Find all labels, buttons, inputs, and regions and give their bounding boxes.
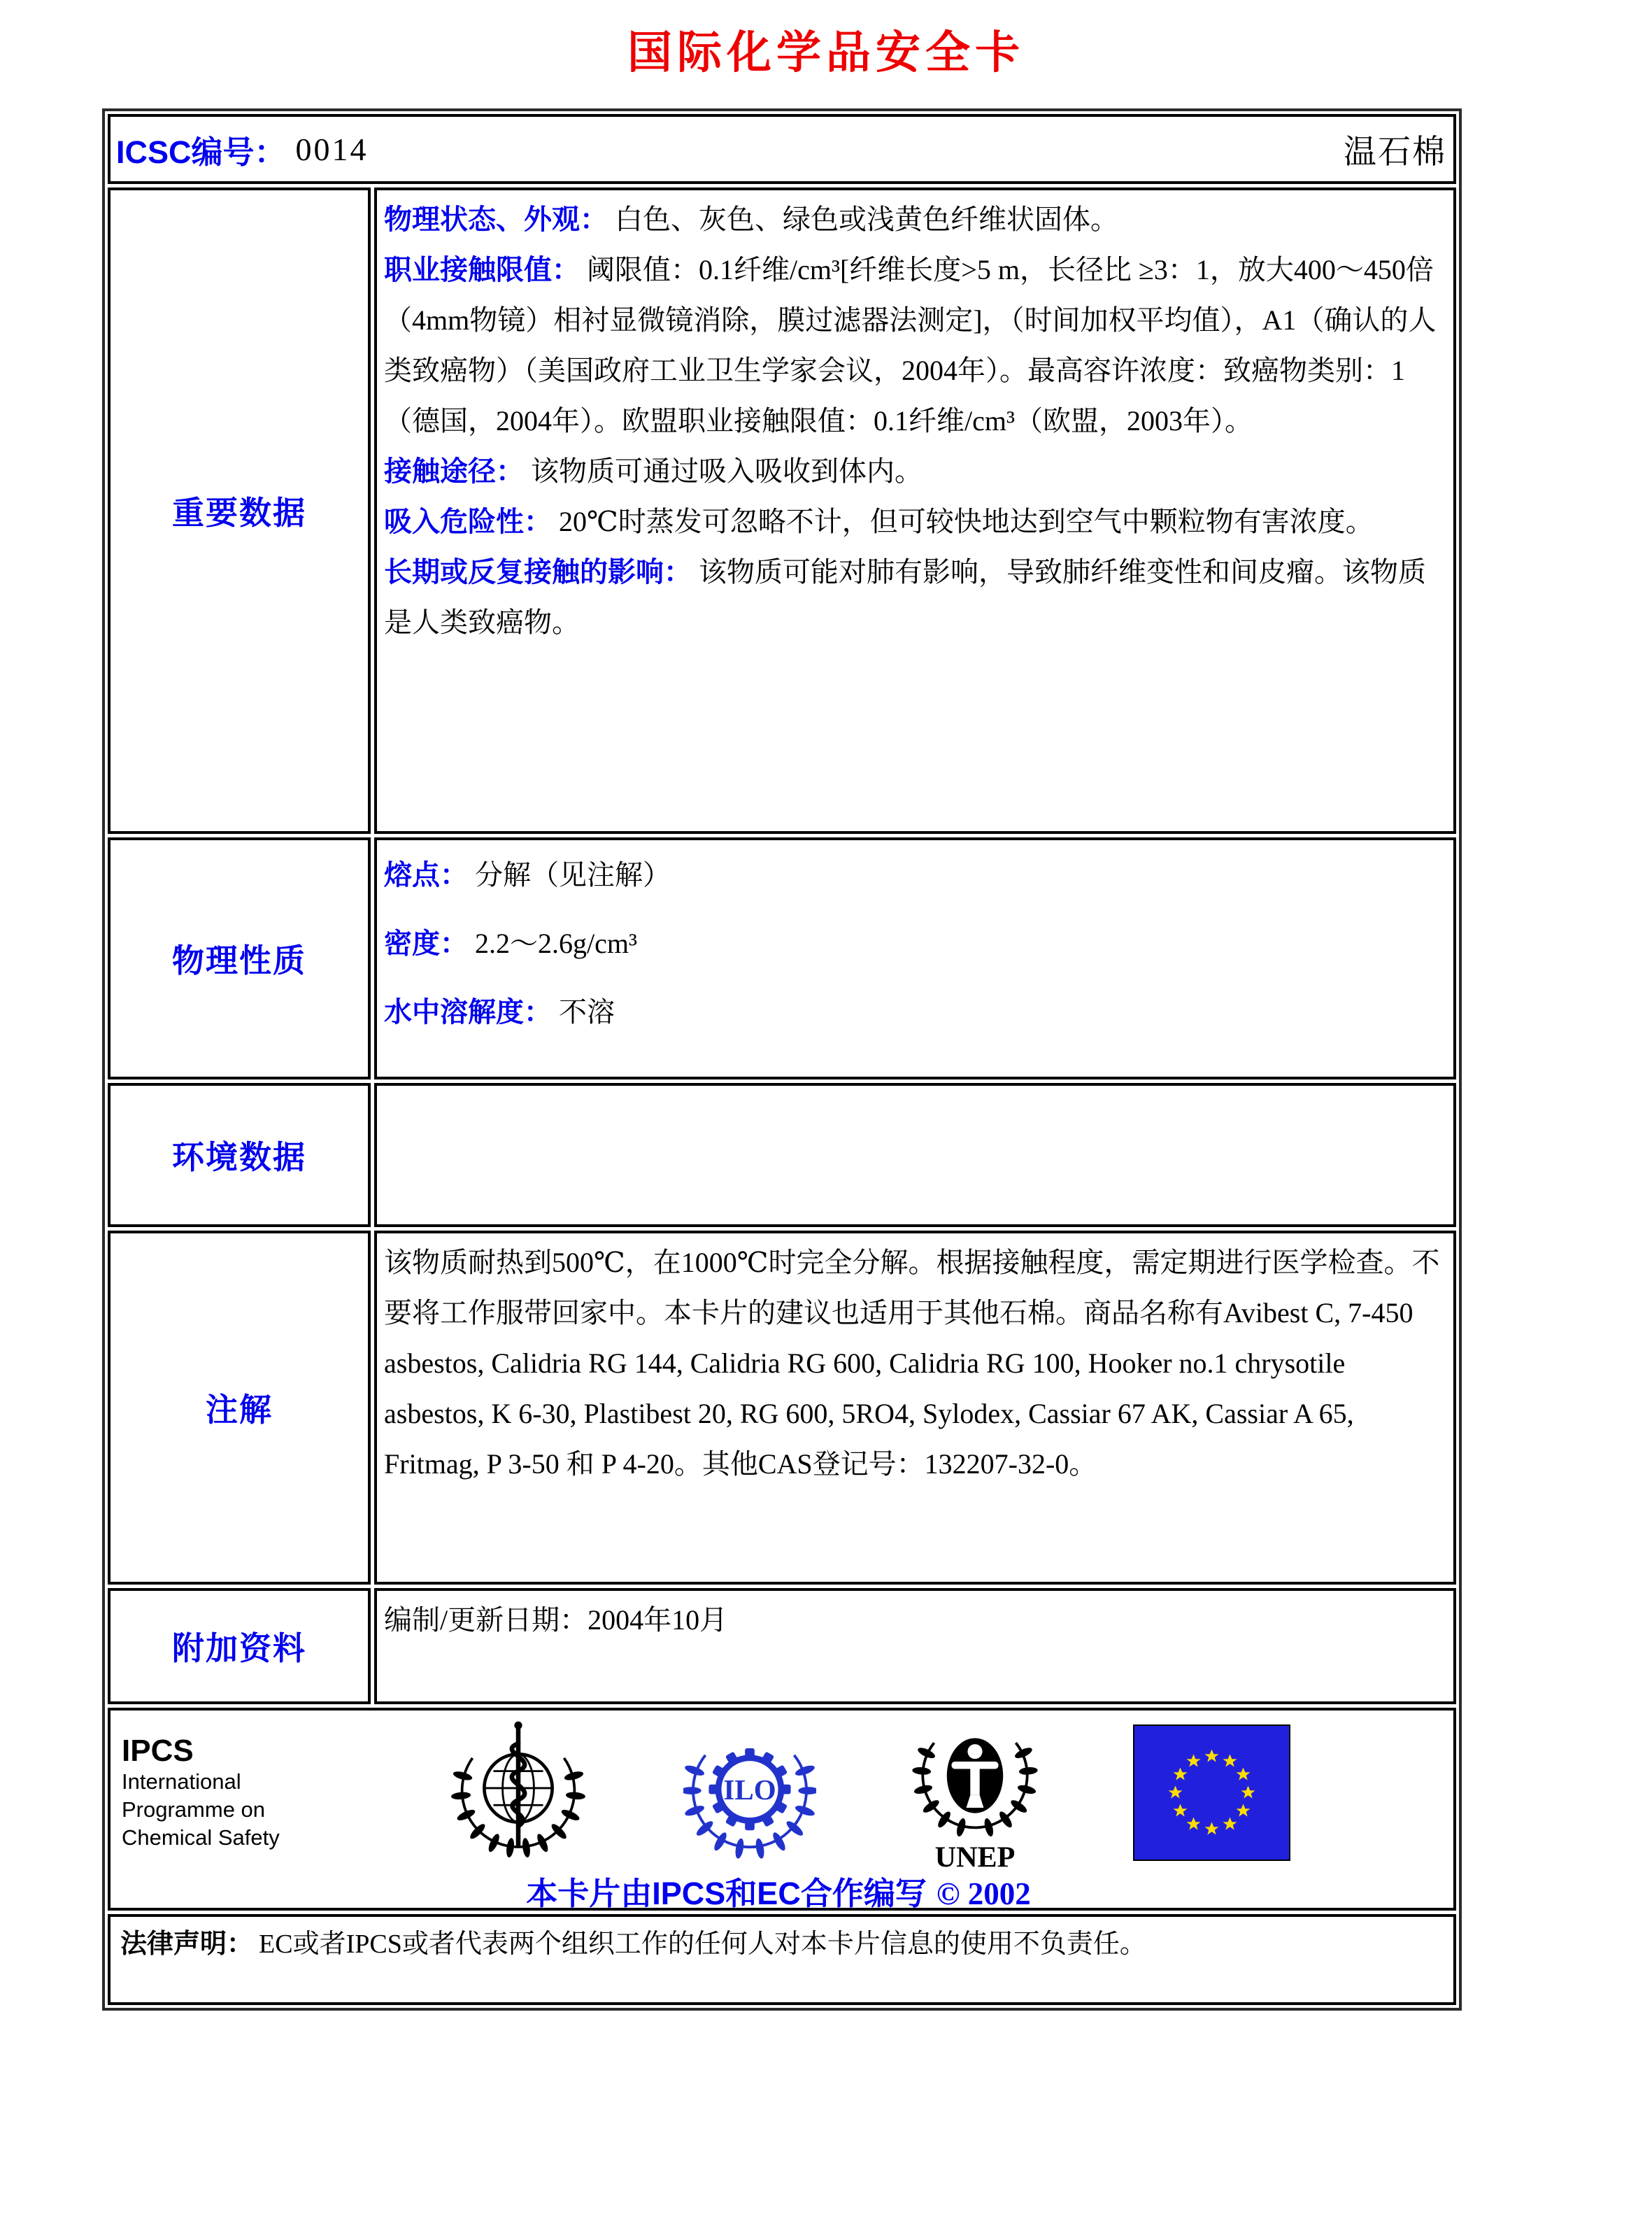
ipcs-line: Programme on <box>122 1797 266 1822</box>
notes-row-label: 注解 <box>108 1231 371 1585</box>
unep-logo-icon <box>912 1714 1038 1871</box>
field-routes-of-exposure <box>384 446 1445 497</box>
eu-flag-icon <box>1133 1724 1290 1861</box>
notes-content <box>374 1231 1456 1585</box>
important-data-row-label: 重要数据 <box>108 187 371 834</box>
important-data-content <box>374 187 1456 834</box>
field-occupational-exposure-limits <box>384 245 1445 446</box>
legal-notice-text: EC或者IPCS或者代表两个组织工作的任何人对本卡片信息的使用不负责任。 <box>259 1929 1146 1959</box>
field-value: 阈限值：0.1纤维/cm³[纤维长度>5 m，长径比 ≥3：1，放大400～450倍（4mm物镜）相衬显微镜消除，膜过滤器法测定]，（时间加权平均值），A1（确认的人类致癌物）（美国政府工业卫生学家会议，2004年）。最高容许浓度：致癌物类别：1（德国，2004年）。欧盟职业接触限值：0.1纤维/cm³（欧盟，2003年）。 <box>384 254 1437 437</box>
legal-notice-cell <box>108 1914 1456 2005</box>
legal-notice-row <box>108 1914 1456 2005</box>
environmental-data-row <box>108 1083 1456 1227</box>
physical-properties-row-label: 物理性质 <box>108 837 371 1079</box>
important-data-row <box>108 187 1456 834</box>
field-label: 职业接触限值： <box>384 255 580 285</box>
additional-info-row-label: 附加资料 <box>108 1588 371 1704</box>
credit-line <box>122 1868 1435 1911</box>
copyright-text: © 2002 <box>936 1876 1031 1911</box>
ipcs-text-block <box>122 1734 353 1852</box>
notes-text: 该物质耐热到500℃，在1000℃时完全分解。根据接触程度，需定期进行医学检查。不要将工作服带回家中。本卡片的建议也适用于其他石棉。商品名称有Avibest C, 7-450 asbestos, Calidria RG 144, Calidria RG 600, Calidria RG 100, Hooker no.1 chrysotile asbestos, K 6-30, Plastibest 20, RG 600, 5RO4, Sylodex, Cassiar 67 AK, Cassiar A 65, Fritmag, P 3-50 和 P 4-20。其他CAS登记号：132207-32-0。 <box>384 1247 1440 1480</box>
ipcs-title: IPCS <box>122 1733 194 1768</box>
additional-info-row <box>108 1588 1456 1704</box>
field-label: 熔点： <box>384 860 468 891</box>
ilo-logo-icon <box>683 1721 816 1864</box>
additional-info-content <box>374 1588 1456 1704</box>
field-value: 该物质可通过吸入吸收到体内。 <box>531 455 923 487</box>
footer-cell <box>108 1708 1456 1911</box>
legal-notice-label: 法律声明： <box>120 1929 254 1959</box>
field-label: 物理状态、外观： <box>384 204 608 235</box>
field-label: 密度： <box>384 928 468 959</box>
environmental-data-row-label: 环境数据 <box>108 1083 371 1227</box>
icsc-card <box>102 108 1462 2011</box>
field-value: 白色、灰色、绿色或浅黄色纤维状固体。 <box>615 204 1118 235</box>
icsc-number-group <box>116 127 369 172</box>
header-cell <box>108 114 1456 184</box>
header-row <box>108 114 1456 184</box>
footer-row <box>108 1708 1456 1911</box>
field-value: 该物质可能对肺有影响，导致肺纤维变性和间皮瘤。该物质是人类致癌物。 <box>384 556 1426 638</box>
field-inhalation-risk <box>384 497 1445 547</box>
environmental-data-content <box>374 1083 1456 1227</box>
credit-text: 本卡片由IPCS和EC合作编写 <box>526 1876 927 1911</box>
field-physical-state-appearance <box>384 194 1445 245</box>
field-water-solubility <box>384 987 1445 1037</box>
ilo-logo-text: ILO <box>723 1773 776 1806</box>
who-logo-icon <box>448 1717 588 1868</box>
field-label: 长期或反复接触的影响： <box>384 557 692 588</box>
prepared-updated-date: 编制/更新日期：2004年10月 <box>384 1604 728 1636</box>
ipcs-line: Chemical Safety <box>122 1825 280 1850</box>
field-value: 分解（见注解） <box>475 859 671 891</box>
field-label: 接触途径： <box>384 456 524 487</box>
physical-properties-content <box>374 837 1456 1079</box>
field-label: 吸入危险性： <box>384 507 552 537</box>
field-value: 2.2～2.6g/cm³ <box>475 928 637 959</box>
physical-properties-row <box>108 837 1456 1079</box>
icsc-number-label: ICSC编号： <box>116 134 286 170</box>
chemical-name: 温石棉 <box>1344 134 1446 171</box>
field-value: 不溶 <box>559 996 615 1028</box>
field-label: 水中溶解度： <box>384 997 552 1028</box>
icsc-number-value: 0014 <box>295 131 369 167</box>
field-value: 20℃时蒸发可忽略不计，但可较快地达到空气中颗粒物有害浓度。 <box>559 506 1374 537</box>
unep-logo-text: UNEP <box>934 1841 1016 1871</box>
page-title: 国际化学品安全卡 <box>627 27 1025 79</box>
field-long-term-effects <box>384 547 1445 648</box>
notes-row <box>108 1231 1456 1585</box>
field-melting-point <box>384 850 1445 900</box>
logo-row <box>122 1717 1435 1871</box>
field-density <box>384 919 1445 969</box>
ipcs-line: International <box>122 1769 241 1794</box>
